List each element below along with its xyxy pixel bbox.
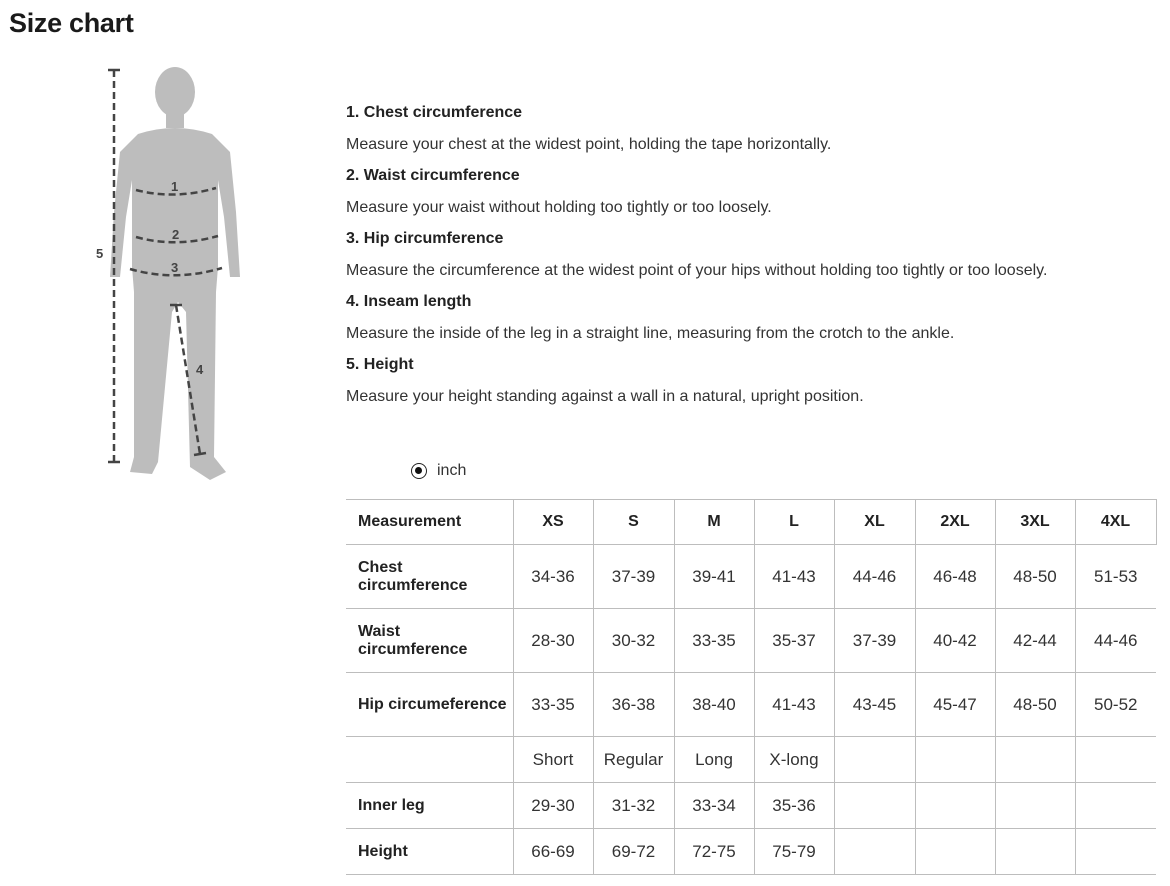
figure-label-1: 1: [171, 179, 179, 194]
table-cell: [834, 737, 915, 783]
table-cell: 36-38: [593, 673, 674, 737]
table-header-row: [346, 500, 1156, 545]
table-cell: 39-41: [674, 545, 754, 609]
unit-label: inch: [437, 462, 467, 479]
instruction-title: 4. Inseam length: [346, 293, 472, 310]
instruction-text: Measure the inside of the leg in a straight line, measuring from the crotch to the ankle.: [346, 325, 955, 342]
table-cell: 31-32: [593, 783, 674, 829]
table-cell: 38-40: [674, 673, 754, 737]
row-label: [346, 737, 513, 783]
table-cell: 37-39: [593, 545, 674, 609]
table-cell: 28-30: [513, 609, 593, 673]
table-cell: [1075, 737, 1156, 783]
figure-label-5: 5: [96, 246, 104, 261]
table-cell: 29-30: [513, 783, 593, 829]
row-label: Waist circumference: [346, 609, 513, 673]
table-cell: [1075, 829, 1156, 875]
table-cell: [915, 737, 995, 783]
table-cell: 69-72: [593, 829, 674, 875]
row-label: Inner leg: [346, 783, 513, 829]
header-size: 3XL: [995, 500, 1075, 545]
header-size: 2XL: [915, 500, 995, 545]
table-cell: 40-42: [915, 609, 995, 673]
table-cell: 42-44: [995, 609, 1075, 673]
table-cell: 50-52: [1075, 673, 1156, 737]
header-size: S: [593, 500, 674, 545]
figure-label-2: 2: [172, 227, 180, 242]
table-cell: 45-47: [915, 673, 995, 737]
instruction-title: 3. Hip circumference: [346, 230, 504, 247]
table-row-chest: [346, 545, 1156, 609]
instruction-text: Measure your chest at the widest point, holding the tape horizontally.: [346, 136, 832, 153]
header-size: XL: [834, 500, 915, 545]
table-row-inner-leg: [346, 783, 1156, 829]
table-cell: 37-39: [834, 609, 915, 673]
row-label: Chest circumference: [346, 545, 513, 609]
radio-selected-icon[interactable]: [411, 463, 427, 479]
body-measurement-figure: [90, 62, 250, 492]
table-cell: [915, 829, 995, 875]
table-cell: 48-50: [995, 673, 1075, 737]
table-cell: [1075, 783, 1156, 829]
unit-inch-radio[interactable]: [411, 462, 466, 480]
table-cell: 33-34: [674, 783, 754, 829]
table-cell: 46-48: [915, 545, 995, 609]
table-cell: 44-46: [1075, 609, 1156, 673]
header-size: M: [674, 500, 754, 545]
table-cell: 34-36: [513, 545, 593, 609]
row-label: Height: [346, 829, 513, 875]
table-cell: 66-69: [513, 829, 593, 875]
page-title: Size chart: [9, 8, 134, 38]
table-cell: [995, 783, 1075, 829]
instruction-text: Measure your height standing against a wall in a natural, upright position.: [346, 388, 864, 405]
instruction-text: Measure your waist without holding too tightly or too loosely.: [346, 199, 772, 216]
figure-label-4: 4: [196, 362, 204, 377]
table-cell: 41-43: [754, 545, 834, 609]
table-cell: [834, 783, 915, 829]
table-cell: 72-75: [674, 829, 754, 875]
size-table: [346, 499, 1157, 875]
instruction-title: 5. Height: [346, 356, 414, 373]
table-cell: [915, 783, 995, 829]
header-measurement: Measurement: [346, 500, 513, 545]
table-cell: 48-50: [995, 545, 1075, 609]
table-cell: [834, 829, 915, 875]
table-row-length-labels: [346, 737, 1156, 783]
table-cell: 30-32: [593, 609, 674, 673]
row-label: Hip circumeference: [346, 673, 513, 737]
table-cell: Regular: [593, 737, 674, 783]
table-cell: [995, 737, 1075, 783]
table-cell: 43-45: [834, 673, 915, 737]
header-size: L: [754, 500, 834, 545]
table-cell: 51-53: [1075, 545, 1156, 609]
table-cell: 44-46: [834, 545, 915, 609]
table-row-waist: [346, 609, 1156, 673]
table-cell: 33-35: [674, 609, 754, 673]
header-size: XS: [513, 500, 593, 545]
table-cell: Long: [674, 737, 754, 783]
table-cell: Short: [513, 737, 593, 783]
header-size: 4XL: [1075, 500, 1156, 545]
figure-label-3: 3: [171, 260, 179, 275]
table-cell: 75-79: [754, 829, 834, 875]
instruction-title: 1. Chest circumference: [346, 104, 523, 121]
table-cell: X-long: [754, 737, 834, 783]
table-cell: 41-43: [754, 673, 834, 737]
table-cell: 33-35: [513, 673, 593, 737]
table-cell: [995, 829, 1075, 875]
table-row-height: [346, 829, 1156, 875]
table-cell: 35-37: [754, 609, 834, 673]
table-cell: 35-36: [754, 783, 834, 829]
instruction-title: 2. Waist circumference: [346, 167, 520, 184]
table-row-hip: [346, 673, 1156, 737]
instruction-text: Measure the circumference at the widest point of your hips without holding too tightly or too loosely.: [346, 262, 1048, 279]
measurement-instructions: [346, 101, 1146, 416]
